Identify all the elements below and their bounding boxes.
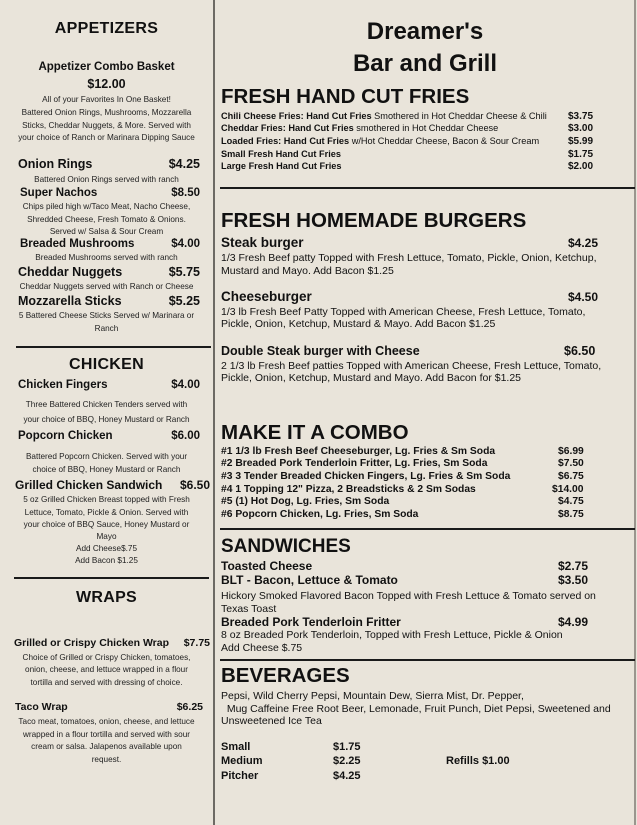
item-desc: your choice of BBQ, Honey Mustard or Ranch <box>23 415 190 424</box>
item-desc: All of your Favorites In One Basket! <box>42 95 171 104</box>
item-desc: request. <box>91 755 122 764</box>
item-desc: Add Cheese $.75 <box>221 642 303 654</box>
item-name: Appetizer Combo Basket <box>38 61 175 73</box>
menu-item <box>221 236 608 250</box>
item-desc: Battered Popcorn Chicken. Served with your <box>25 452 188 461</box>
item-desc: Cheddar Nuggets served with Ranch or Cheese <box>19 282 194 291</box>
item-desc: Shredded Cheese, Fresh Tomato & Onions. <box>27 215 186 224</box>
item-desc: tortilla and served with dressing of choice. <box>30 678 183 687</box>
item-price: $5.75 <box>168 265 200 279</box>
combo-price: $14.00 <box>552 484 584 495</box>
item-desc: Taco meat, tomatoes, onion, cheese, and lettuce <box>18 717 195 726</box>
item-desc: wrapped in a flour tortilla and served with sour <box>22 730 191 739</box>
menu-item <box>15 702 203 713</box>
section-heading: MAKE IT A COMBO <box>221 421 409 444</box>
combo-item <box>221 459 598 469</box>
combo-price: $6.99 <box>558 446 584 457</box>
item-name: Chicken Fingers <box>18 379 108 391</box>
menu-item <box>18 295 200 308</box>
menu-item <box>221 560 598 572</box>
combo-name: #4 1 Topping 12" Pizza, 2 Breadsticks & 2 Sm Sodas <box>221 484 476 495</box>
item-desc: Breaded Mushrooms served with ranch <box>35 253 178 262</box>
item-price: $4.00 <box>171 238 200 250</box>
item-name: Taco Wrap <box>15 701 68 713</box>
combo-item <box>221 472 598 482</box>
section-heading: FRESH HOMEMADE BURGERS <box>221 209 527 232</box>
item-name: Super Nachos <box>20 187 98 199</box>
divider <box>16 346 211 348</box>
refills-price: Refills $1.00 <box>446 755 510 767</box>
item-name: Mozzarella Sticks <box>18 294 122 308</box>
item-name: Grilled Chicken Sandwich <box>15 478 163 492</box>
column-divider <box>213 0 215 825</box>
item-desc: Choice of Grilled or Crispy Chicken, tomatoes, <box>22 653 191 662</box>
combo-price: $4.75 <box>558 496 584 507</box>
item-name: Breaded Pork Tenderloin Fritter <box>221 615 401 629</box>
item-name: Cheeseburger <box>221 289 312 304</box>
item-desc: choice of BBQ, Honey Mustard or Ranch <box>32 465 181 474</box>
size-price: $4.25 <box>333 770 361 782</box>
item-price: $5.25 <box>168 294 200 308</box>
item-desc: smothered in Hot Cheddar Cheese <box>353 123 499 133</box>
item-name: Chili Cheese Fries: Hand Cut Fries <box>221 111 372 121</box>
item-desc: Add Cheese$.75 <box>76 544 137 553</box>
item-desc: your choice of Ranch or Marinara Dipping Sauce <box>18 133 195 142</box>
item-desc: your choice of BBQ Sauce, Honey Mustard or <box>23 520 190 529</box>
item-desc: Served w/ Salsa & Sour Cream <box>49 227 164 236</box>
section-heading: SANDWICHES <box>221 536 351 557</box>
size-price: $2.25 <box>333 755 361 767</box>
fries-item <box>221 112 608 122</box>
item-desc: Texas Toast <box>221 603 277 615</box>
combo-name: #3 3 Tender Breaded Chicken Fingers, Lg. Fries & Sm Soda <box>221 471 511 482</box>
item-desc: Pickle, Onion, Ketchup, Mustard & Mayo. Add Bacon $1.25 <box>221 318 496 330</box>
item-name: Toasted Cheese <box>221 559 313 573</box>
item-price: $6.50 <box>179 478 210 492</box>
combo-name: #1 1/3 lb Fresh Beef Cheeseburger, Lg. Fries & Sm Soda <box>221 446 496 457</box>
item-desc: Pickle, Onion, Ketchup, Mustard and Mayo. Add Bacon for $1.25 <box>221 372 522 384</box>
combo-item <box>221 447 598 457</box>
item-price: $4.99 <box>558 615 589 629</box>
item-desc: Ranch <box>94 324 119 333</box>
item-desc: Battered Onion Rings served with ranch <box>34 175 179 184</box>
size-name: Medium <box>221 755 263 767</box>
menu-item <box>14 638 210 649</box>
item-price: $6.50 <box>564 344 596 358</box>
combo-item <box>221 485 592 495</box>
item-desc: Add Bacon $1.25 <box>75 556 138 565</box>
fries-item <box>221 137 608 147</box>
menu-item <box>221 616 598 628</box>
beverage-list: Unsweetened Ice Tea <box>221 715 322 727</box>
page-edge <box>634 0 636 825</box>
item-price: $2.75 <box>558 559 589 573</box>
menu-item <box>18 380 200 392</box>
combo-price: $6.75 <box>558 471 584 482</box>
menu-item <box>221 290 608 304</box>
item-name: Popcorn Chicken <box>18 430 113 442</box>
title-line-1: Dreamer's <box>366 18 484 45</box>
item-name: Large Fresh Hand Cut Fries <box>221 161 342 171</box>
item-desc: Hickory Smoked Flavored Bacon Topped with Fresh Lettuce & Tomato served on <box>221 590 596 602</box>
item-name: Grilled or Crispy Chicken Wrap <box>14 637 170 649</box>
item-name: Cheddar Nuggets <box>18 265 123 279</box>
item-desc: Mayo <box>96 532 117 541</box>
section-heading: APPETIZERS <box>54 20 159 37</box>
menu-item <box>18 431 200 443</box>
combo-item <box>221 497 598 507</box>
item-name: Loaded Fries: Hand Cut Fries <box>221 136 350 146</box>
item-name: Cheddar Fries: Hand Cut Fries <box>221 123 354 133</box>
combo-item <box>221 510 598 520</box>
size-price: $1.75 <box>333 741 361 753</box>
combo-name: #5 (1) Hot Dog, Lg. Fries, Sm Soda <box>221 496 390 507</box>
menu-item <box>20 188 200 200</box>
item-price: $4.50 <box>568 290 599 304</box>
combo-price: $7.50 <box>558 458 584 469</box>
section-heading: BEVERAGES <box>221 664 350 687</box>
fries-item <box>221 124 608 134</box>
item-desc: 5 Battered Cheese Sticks Served w/ Marinara or <box>18 311 195 320</box>
item-desc: Mustard and Mayo. Add Bacon $1.25 <box>221 265 394 277</box>
item-desc: 2 1/3 lb Fresh Beef patties Topped with American Cheese, Fresh Lettuce, Tomato, <box>221 360 602 372</box>
item-desc: Lettuce, Tomato, Pickle & Onion. Served with <box>24 508 189 517</box>
item-desc: 8 oz Breaded Pork Tenderloin, Topped with Fresh Lettuce, Pickle & Onion <box>221 629 563 641</box>
menu-item <box>18 266 200 279</box>
item-price: $8.50 <box>171 187 200 199</box>
item-price: $1.75 <box>568 149 594 160</box>
divider <box>220 659 635 661</box>
item-desc: 1/3 lb Fresh Beef Patty Topped with American Cheese, Fresh Lettuce, Tomato, <box>221 306 586 318</box>
size-name: Small <box>221 741 251 753</box>
menu-item <box>221 574 598 586</box>
item-price: $4.00 <box>171 379 200 391</box>
item-desc: onion, cheese, and lettuce wrapped in a flour <box>25 665 188 674</box>
item-price: $7.75 <box>183 637 210 649</box>
item-price: $3.75 <box>568 111 594 122</box>
item-price: $4.25 <box>168 157 200 171</box>
item-name: Double Steak burger with Cheese <box>221 344 420 358</box>
item-desc: Chips piled high w/Taco Meat, Nacho Cheese, <box>22 202 191 211</box>
item-desc: Three Battered Chicken Tenders served with <box>25 400 188 409</box>
item-name: Small Fresh Hand Cut Fries <box>221 149 341 159</box>
section-heading: WRAPS <box>75 589 138 606</box>
divider <box>220 528 635 530</box>
item-desc: Battered Onion Rings, Mushrooms, Mozzarella <box>21 108 192 117</box>
menu-item <box>15 479 210 491</box>
combo-name: #2 Breaded Pork Tenderloin Fritter, Lg. Fries, Sm Soda <box>221 458 488 469</box>
item-desc: Sticks, Cheddar Nuggets, & More. Served with <box>22 121 191 130</box>
item-name: BLT - Bacon, Lettuce & Tomato <box>221 573 398 587</box>
item-price: $12.00 <box>87 77 126 91</box>
title-line-2: Bar and Grill <box>352 50 498 77</box>
item-name: Onion Rings <box>18 157 93 171</box>
item-desc: w/Hot Cheddar Cheese, Bacon & Sour Cream <box>349 136 540 146</box>
section-heading: CHICKEN <box>69 356 144 373</box>
size-name: Pitcher <box>221 770 259 782</box>
item-desc: 5 oz Grilled Chicken Breast topped with Fresh <box>23 495 190 504</box>
beverage-list: Mug Caffeine Free Root Beer, Lemonade, Fruit Punch, Diet Pepsi, Sweetened and <box>221 703 611 715</box>
item-price: $6.00 <box>171 430 200 442</box>
item-desc: cream or salsa. Jalapenos available upon <box>31 742 182 751</box>
item-price: $3.00 <box>568 123 594 134</box>
divider <box>220 187 635 189</box>
divider <box>14 577 209 579</box>
fries-item <box>221 162 608 172</box>
item-price: $3.50 <box>558 573 589 587</box>
beverage-list: Pepsi, Wild Cherry Pepsi, Mountain Dew, Sierra Mist, Dr. Pepper, <box>221 690 524 702</box>
item-name: Breaded Mushrooms <box>20 238 135 250</box>
item-price: $5.99 <box>568 136 594 147</box>
combo-price: $8.75 <box>558 509 584 520</box>
menu-item <box>221 345 604 358</box>
item-desc: 1/3 Fresh Beef patty Topped with Fresh Lettuce, Tomato, Pickle, Onion, Ketchup, <box>221 252 597 264</box>
item-name: Steak burger <box>221 235 304 250</box>
item-price: $4.25 <box>568 236 599 250</box>
item-price: $2.00 <box>568 161 594 172</box>
item-desc: Smothered in Hot Cheddar Cheese & Chili <box>371 111 547 121</box>
section-heading: FRESH HAND CUT FRIES <box>221 85 470 108</box>
item-price: $6.25 <box>176 701 203 713</box>
menu-item <box>18 158 200 171</box>
fries-item <box>221 150 608 160</box>
menu-item <box>20 239 200 251</box>
combo-name: #6 Popcorn Chicken, Lg. Fries, Sm Soda <box>221 509 419 520</box>
